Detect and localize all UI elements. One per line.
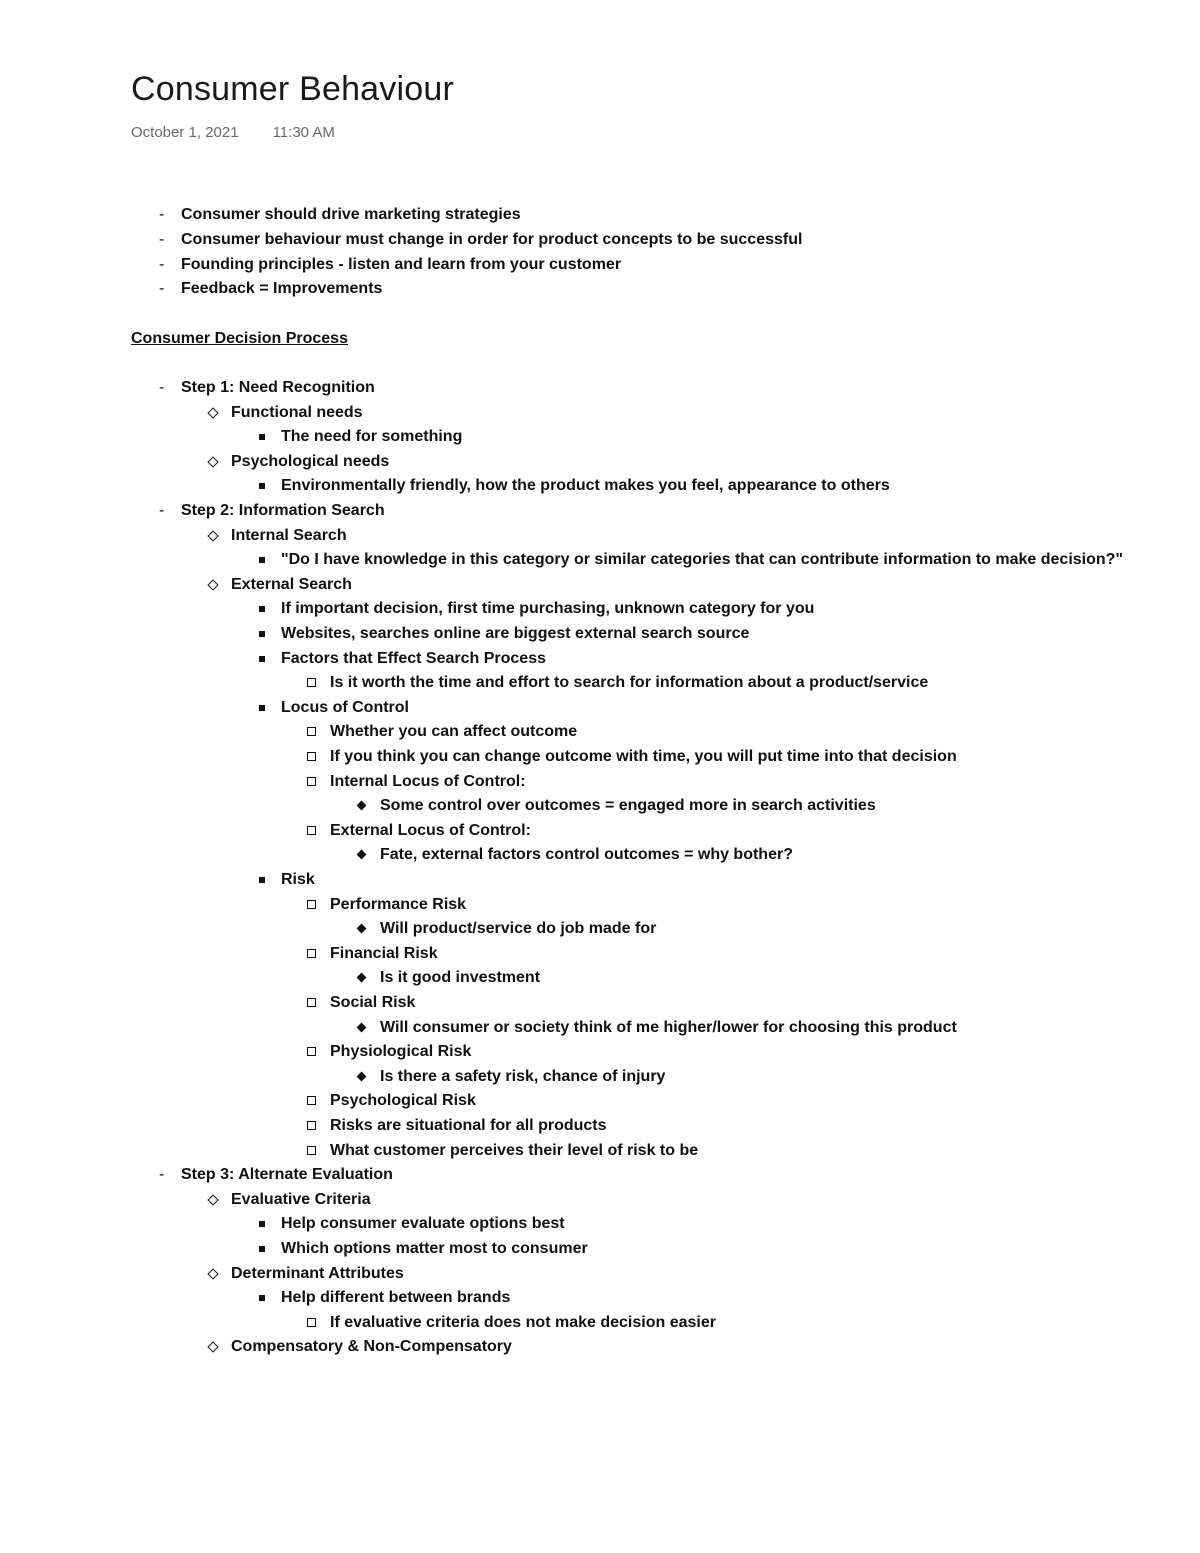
hollow-square-bullet-icon xyxy=(304,1040,318,1064)
list-item-text: Help consumer evaluate options best xyxy=(281,1215,565,1232)
filled-square-bullet-icon xyxy=(255,548,269,572)
note-time: 11:30 AM xyxy=(272,124,335,141)
hollow-diamond-bullet-icon xyxy=(206,1188,220,1212)
list-item-text: If you think you can change outcome with time, you will put time into that decision xyxy=(330,748,957,765)
filled-diamond-bullet-icon xyxy=(354,917,368,941)
list-item-text: Help different between brands xyxy=(281,1289,511,1306)
filled-square-bullet-icon xyxy=(255,622,269,646)
list-item-text: Which options matter most to consumer xyxy=(281,1240,588,1257)
list-item-text: What customer perceives their level of risk to be xyxy=(330,1142,699,1159)
outline-item-level-5 xyxy=(0,966,1200,990)
outline-item-level-3 xyxy=(0,1286,1200,1310)
list-item-text: Will product/service do job made for xyxy=(380,920,657,937)
list-item-text: Psychological Risk xyxy=(330,1092,476,1109)
outline-item-level-3 xyxy=(0,1237,1200,1261)
list-item-text: Consumer should drive marketing strategies xyxy=(181,206,521,223)
page-title: Consumer Behaviour xyxy=(131,70,454,108)
list-item-text: Consumer behaviour must change in order for product concepts to be successful xyxy=(181,231,803,248)
outline-item-level-4 xyxy=(0,1040,1200,1064)
list-item-text: Locus of Control xyxy=(281,699,409,716)
intro-item xyxy=(0,203,1200,227)
outline-item-level-4 xyxy=(0,671,1200,695)
filled-square-bullet-icon xyxy=(255,696,269,720)
filled-diamond-bullet-icon xyxy=(354,843,368,867)
hollow-diamond-bullet-icon xyxy=(206,1262,220,1286)
filled-square-bullet-icon xyxy=(255,425,269,449)
filled-square-bullet-icon xyxy=(255,647,269,671)
outline-item-level-4 xyxy=(0,770,1200,794)
outline-item-level-3 xyxy=(0,425,1200,449)
hollow-diamond-bullet-icon xyxy=(206,1335,220,1359)
outline-item-level-3 xyxy=(0,474,1200,498)
hollow-square-bullet-icon xyxy=(304,720,318,744)
dash-bullet-icon: - xyxy=(159,231,165,248)
outline-item-level-4 xyxy=(0,819,1200,843)
list-item-text: Some control over outcomes = engaged more in search activities xyxy=(380,797,876,814)
outline-item-level-2 xyxy=(0,1188,1200,1212)
note-meta xyxy=(131,124,335,141)
outline-item-level-2 xyxy=(0,1262,1200,1286)
list-item-text: Founding principles - listen and learn from your customer xyxy=(181,256,622,273)
filled-diamond-bullet-icon xyxy=(354,794,368,818)
list-item-text: Social Risk xyxy=(330,994,416,1011)
outline-item-level-2 xyxy=(0,450,1200,474)
list-item-text: The need for something xyxy=(281,428,463,445)
outline-item-level-4 xyxy=(0,991,1200,1015)
outline-item-level-4 xyxy=(0,1311,1200,1335)
outline-item-level-1 xyxy=(0,499,1200,523)
hollow-square-bullet-icon xyxy=(304,745,318,769)
hollow-square-bullet-icon xyxy=(304,893,318,917)
list-item-text: Internal Locus of Control: xyxy=(330,773,526,790)
list-item-text: Feedback = Improvements xyxy=(181,280,383,297)
note-date: October 1, 2021 xyxy=(131,124,239,141)
list-item-text: Is there a safety risk, chance of injury xyxy=(380,1068,666,1085)
filled-diamond-bullet-icon xyxy=(354,1065,368,1089)
outline-item-level-3 xyxy=(0,548,1200,572)
list-item-text: If evaluative criteria does not make decision easier xyxy=(330,1314,716,1331)
filled-square-bullet-icon xyxy=(255,1286,269,1310)
hollow-square-bullet-icon xyxy=(304,942,318,966)
filled-square-bullet-icon xyxy=(255,1212,269,1236)
outline-item-level-2 xyxy=(0,1335,1200,1359)
hollow-diamond-bullet-icon xyxy=(206,524,220,548)
outline-item-level-3 xyxy=(0,622,1200,646)
list-item-text: Financial Risk xyxy=(330,945,438,962)
outline-item-level-5 xyxy=(0,1016,1200,1040)
outline-item-level-3 xyxy=(0,1212,1200,1236)
outline-item-level-4 xyxy=(0,720,1200,744)
hollow-square-bullet-icon xyxy=(304,1139,318,1163)
hollow-square-bullet-icon xyxy=(304,991,318,1015)
list-item-text: Fate, external factors control outcomes = why bother? xyxy=(380,846,793,863)
outline-item-level-4 xyxy=(0,893,1200,917)
dash-bullet-icon: - xyxy=(159,1166,165,1183)
outline-item-level-4 xyxy=(0,1089,1200,1113)
outline-item-level-1 xyxy=(0,1163,1200,1187)
outline-item-level-4 xyxy=(0,942,1200,966)
hollow-square-bullet-icon xyxy=(304,770,318,794)
filled-diamond-bullet-icon xyxy=(354,1016,368,1040)
outline-item-level-4 xyxy=(0,1114,1200,1138)
list-item-text: If important decision, first time purchasing, unknown category for you xyxy=(281,600,815,617)
outline-item-level-4 xyxy=(0,1139,1200,1163)
list-item-text: Step 1: Need Recognition xyxy=(181,379,375,396)
list-item-text: External Search xyxy=(231,576,352,593)
outline-item-level-3 xyxy=(0,696,1200,720)
filled-square-bullet-icon xyxy=(255,868,269,892)
hollow-diamond-bullet-icon xyxy=(206,573,220,597)
list-item-text: Environmentally friendly, how the product makes you feel, appearance to others xyxy=(281,477,890,494)
outline-item-level-2 xyxy=(0,401,1200,425)
hollow-square-bullet-icon xyxy=(304,671,318,695)
filled-diamond-bullet-icon xyxy=(354,966,368,990)
dash-bullet-icon: - xyxy=(159,256,165,273)
hollow-diamond-bullet-icon xyxy=(206,450,220,474)
outline-item-level-5 xyxy=(0,843,1200,867)
list-item-text: "Do I have knowledge in this category or similar categories that can contribute information to make decision?" xyxy=(281,551,1124,568)
list-item-text: External Locus of Control: xyxy=(330,822,531,839)
intro-item xyxy=(0,253,1200,277)
list-item-text: Compensatory & Non-Compensatory xyxy=(231,1338,512,1355)
list-item-text: Evaluative Criteria xyxy=(231,1191,371,1208)
outline-item-level-2 xyxy=(0,573,1200,597)
filled-square-bullet-icon xyxy=(255,1237,269,1261)
hollow-diamond-bullet-icon xyxy=(206,401,220,425)
intro-item xyxy=(0,277,1200,301)
list-item-text: Step 2: Information Search xyxy=(181,502,385,519)
list-item-text: Psychological needs xyxy=(231,453,390,470)
list-item-text: Functional needs xyxy=(231,404,363,421)
list-item-text: Will consumer or society think of me higher/lower for choosing this product xyxy=(380,1019,957,1036)
hollow-square-bullet-icon xyxy=(304,1311,318,1335)
filled-square-bullet-icon xyxy=(255,474,269,498)
list-item-text: Performance Risk xyxy=(330,896,467,913)
hollow-square-bullet-icon xyxy=(304,1089,318,1113)
outline-item-level-5 xyxy=(0,794,1200,818)
hollow-square-bullet-icon xyxy=(304,1114,318,1138)
outline-item-level-3 xyxy=(0,868,1200,892)
list-item-text: Internal Search xyxy=(231,527,347,544)
outline-item-level-1 xyxy=(0,376,1200,400)
list-item-text: Risk xyxy=(281,871,315,888)
hollow-square-bullet-icon xyxy=(304,819,318,843)
list-item-text: Is it good investment xyxy=(380,969,541,986)
filled-square-bullet-icon xyxy=(255,597,269,621)
list-item-text: Websites, searches online are biggest external search source xyxy=(281,625,750,642)
dash-bullet-icon: - xyxy=(159,502,165,519)
list-item-text: Risks are situational for all products xyxy=(330,1117,607,1134)
outline-item-level-2 xyxy=(0,524,1200,548)
outline-item-level-5 xyxy=(0,1065,1200,1089)
list-item-text: Determinant Attributes xyxy=(231,1265,404,1282)
list-item-text: Is it worth the time and effort to search for information about a product/service xyxy=(330,674,929,691)
outline-item-level-3 xyxy=(0,597,1200,621)
dash-bullet-icon: - xyxy=(159,206,165,223)
outline-item-level-4 xyxy=(0,745,1200,769)
outline-item-level-3 xyxy=(0,647,1200,671)
section-heading: Consumer Decision Process xyxy=(131,330,348,347)
list-item-text: Step 3: Alternate Evaluation xyxy=(181,1166,393,1183)
list-item-text: Factors that Effect Search Process xyxy=(281,650,546,667)
list-item-text: Whether you can affect outcome xyxy=(330,723,578,740)
list-item-text: Physiological Risk xyxy=(330,1043,472,1060)
dash-bullet-icon: - xyxy=(159,280,165,297)
outline-item-level-5 xyxy=(0,917,1200,941)
dash-bullet-icon: - xyxy=(159,379,165,396)
intro-item xyxy=(0,228,1200,252)
